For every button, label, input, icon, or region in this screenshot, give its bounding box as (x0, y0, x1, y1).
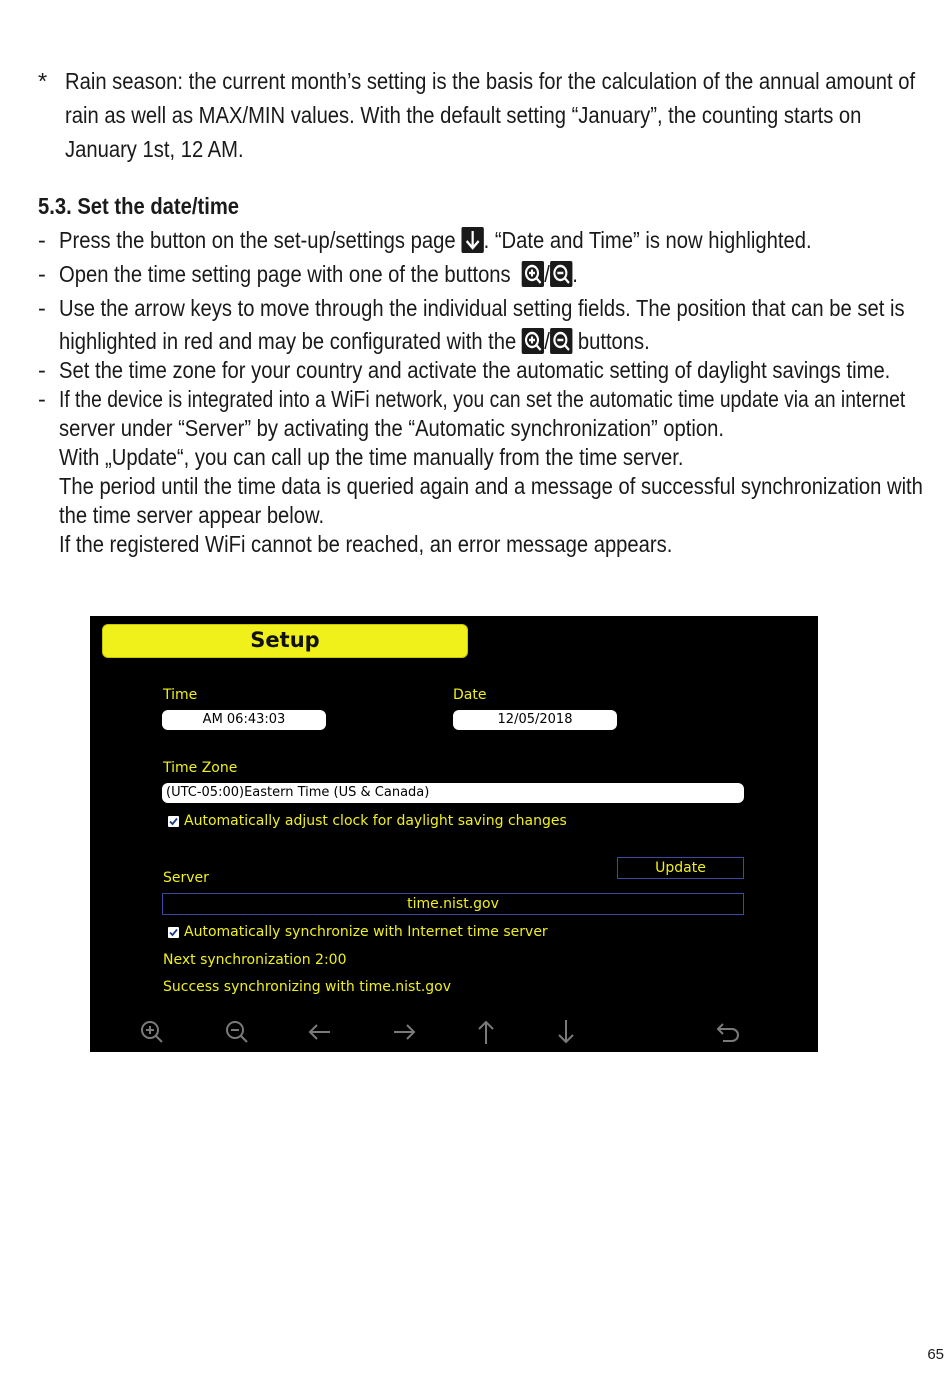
instruction-5-line-2: server under “Server” by activating the “Automatic synchronization” option. (59, 415, 724, 441)
section-heading: 5.3. Set the date/time (38, 193, 240, 219)
dst-checkbox-label: Automatically adjust clock for daylight saving changes (184, 813, 567, 829)
sync-checkbox[interactable] (168, 927, 179, 938)
next-sync-text: Next synchronization 2:00 (163, 952, 347, 968)
dash-bullet: - (38, 357, 46, 383)
instruction-5-line-4: The period until the time data is queried again and a message of successful synchronization with (59, 473, 923, 499)
instruction-2: Open the time setting page with one of the buttons / . (59, 261, 578, 287)
arrow-down-button-icon (461, 227, 483, 253)
zoom-out-button-icon (550, 261, 572, 287)
arrow-left-icon[interactable] (306, 1018, 334, 1046)
instruction-5-line-3: With „Update“, you can call up the time manually from the time server. (59, 444, 684, 470)
dash-bullet: - (38, 386, 46, 412)
dash-bullet: - (38, 261, 46, 287)
update-button[interactable]: Update (617, 857, 744, 879)
dst-checkbox[interactable] (168, 816, 179, 827)
arrow-down-icon[interactable] (552, 1018, 580, 1046)
zoom-in-button-icon (522, 328, 544, 354)
time-label: Time (163, 687, 198, 703)
dash-bullet: - (38, 227, 46, 253)
dash-bullet: - (38, 295, 46, 321)
time-zone-select[interactable]: (UTC-05:00)Eastern Time (US & Canada) (162, 783, 744, 803)
rain-note-line-3: January 1st, 12 AM. (65, 136, 244, 162)
instruction-5-line-5: the time server appear below. (59, 502, 325, 528)
setup-title-bar (102, 624, 468, 658)
page-number: 65 (927, 1346, 944, 1363)
instruction-4: Set the time zone for your country and activate the automatic setting of daylight savings time. (59, 357, 891, 383)
setup-title: Setup (250, 628, 320, 652)
rain-note-line-2: rain as well as MAX/MIN values. With the default setting “January”, the counting starts on (65, 102, 862, 128)
zoom-out-button-icon (550, 328, 572, 354)
zoom-in-button-icon (522, 261, 544, 287)
arrow-right-icon[interactable] (390, 1018, 418, 1046)
instruction-5-line-6: If the registered WiFi cannot be reached, an error message appears. (59, 531, 673, 557)
time-field[interactable]: AM 06:43:03 (162, 710, 326, 730)
instruction-3-line-1: Use the arrow keys to move through the individual setting fields. The position that can be set is (59, 295, 905, 321)
server-label: Server (163, 870, 209, 886)
time-zone-label: Time Zone (163, 760, 238, 776)
server-field[interactable]: time.nist.gov (162, 893, 744, 915)
note-bullet: * (38, 68, 48, 94)
zoom-out-icon[interactable] (223, 1018, 251, 1046)
date-field[interactable]: 12/05/2018 (453, 710, 617, 730)
sync-status-text: Success synchronizing with time.nist.gov (163, 979, 452, 995)
sync-checkbox-label: Automatically synchronize with Internet time server (184, 924, 548, 940)
date-label: Date (453, 687, 487, 703)
arrow-up-icon[interactable] (472, 1018, 500, 1046)
device-setup-screen (90, 616, 818, 1052)
instruction-5-line-1: If the device is integrated into a WiFi network, you can set the automatic time update via an internet (59, 386, 906, 412)
instruction-1: Press the button on the set-up/settings page . “Date and Time” is now highlighted. (59, 227, 812, 253)
zoom-in-icon[interactable] (138, 1018, 166, 1046)
rain-note-line-1: Rain season: the current month’s setting is the basis for the calculation of the annual amount of (65, 68, 916, 94)
back-icon[interactable] (714, 1018, 742, 1046)
instruction-3-line-2: highlighted in red and may be configurated with the / buttons. (59, 328, 650, 354)
